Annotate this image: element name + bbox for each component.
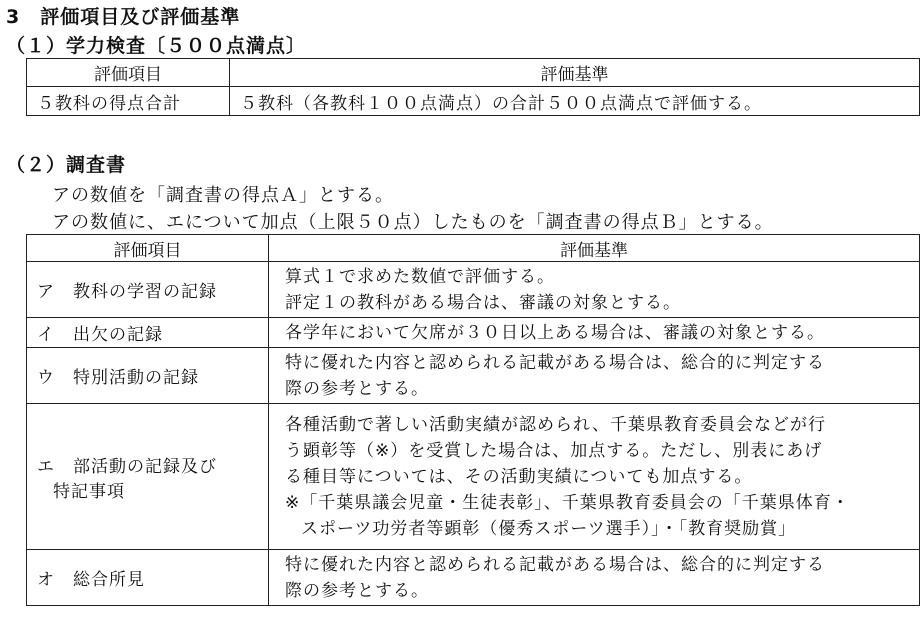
table-row [27,262,920,318]
criteria-cell [269,404,920,550]
criteria-line: 各種活動で著しい活動実績が認められ、千葉県教育委員会などが行 [285,414,827,435]
criteria-cell [269,318,920,348]
criteria-line: る種目等については、その活動実績についても加点する。 [285,466,753,487]
table-row [27,348,920,404]
criteria-line: 際の参考とする。 [285,378,429,399]
criteria-line: 算式１で求めた数値で評価する。 [285,266,555,287]
criteria-line: う顕彰等（※）を受賞した場合は、加点する。ただし、別表にあげ [285,440,823,461]
part1-heading: （１）学力検査〔５００点満点〕 [6,35,307,57]
section-heading: 3 評価項目及び評価基準 [6,6,241,28]
criteria-line: 特に優れた内容と認められる記載がある場合は、総合的に判定する [285,352,825,373]
criteria-line: 際の参考とする。 [285,580,429,601]
part2-heading: （２）調査書 [6,154,127,176]
academic-test-table [26,58,920,116]
table-header-row [27,235,920,262]
table-row [27,87,920,116]
criteria-line: 各学年において欠席が３０日以上ある場合は、審議の対象とする。 [285,322,825,343]
item-cell: ５教科の得点合計 [27,87,230,116]
criteria-line: 評定１の教科がある場合は、審議の対象とする。 [285,292,681,313]
item-cell: オ 総合所見 [27,550,269,606]
criteria-line: スポーツ功労者等顕彰（優秀スポーツ選手）」・「教育奨励賞」 [301,518,797,539]
table-row [27,550,920,606]
item-cell: イ 出欠の記録 [27,318,269,348]
item-cell: ウ 特別活動の記録 [27,348,269,404]
paragraph-score-b: アの数値に、エについて加点（上限５０点）したものを「調査書の得点Ｂ」とする。 [52,212,774,233]
item-line: 特記事項 [53,481,125,502]
item-line: エ 部活動の記録及び [37,456,217,477]
table-row [27,404,920,550]
criteria-cell [269,550,920,606]
column-header-item: 評価項目 [27,59,230,87]
table-row [27,318,920,348]
criteria-line: 特に優れた内容と認められる記載がある場合は、総合的に判定する [285,554,825,575]
criteria-line: ※「千葉県議会児童・生徒表彰」、千葉県教育委員会の「千葉県体育・ [285,492,850,513]
paragraph-score-a: アの数値を「調査書の得点Ａ」とする。 [52,185,394,206]
item-cell: ア 教科の学習の記録 [27,262,269,318]
column-header-item: 評価項目 [27,235,269,262]
criteria-cell: ５教科（各教科１００点満点）の合計５００点満点で評価する。 [230,87,920,116]
criteria-cell [269,262,920,318]
item-cell [27,404,269,550]
report-card-table [26,234,920,606]
column-header-criteria: 評価基準 [269,235,920,262]
criteria-cell [269,348,920,404]
table-header-row [27,59,920,87]
column-header-criteria: 評価基準 [230,59,920,87]
